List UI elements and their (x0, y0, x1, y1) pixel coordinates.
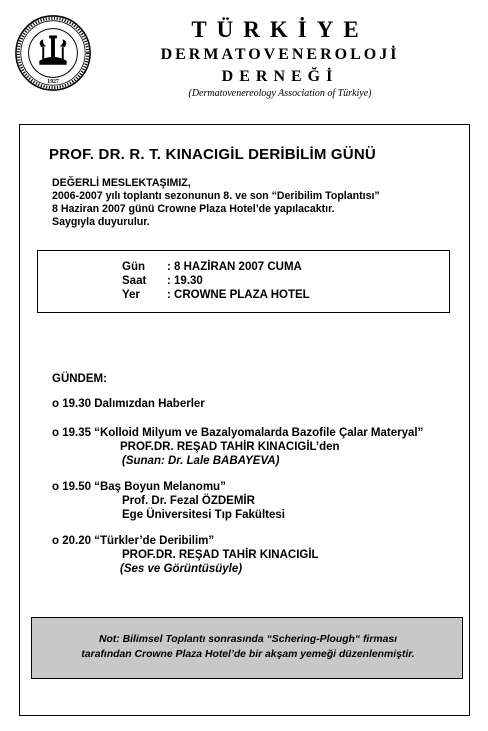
event-details-box (37, 250, 450, 313)
intro-line: 8 Haziran 2007 günü Crowne Plaza Hotel’de yapılacaktır. (52, 203, 335, 215)
note-line: Not: Bilimsel Toplantı sonrasında “Schering-Plough“ firması (98, 634, 398, 645)
letterhead-society: DERNEĞİ (221, 68, 339, 85)
letterhead (0, 0, 488, 110)
agenda-item-1930: o 19.30 Dalımızdan Haberler (52, 398, 205, 410)
time-value: : 19.30 (167, 275, 203, 287)
venue-value: : CROWNE PLAZA HOTEL (167, 289, 310, 301)
association-seal-logo (14, 14, 92, 92)
page-title: PROF. DR. R. T. KINACIGİL DERİBİLİM GÜNÜ (49, 146, 376, 163)
intro-line: 2006-2007 yılı toplantı sezonunun 8. ve son “Deribilim Toplantısı” (52, 190, 380, 202)
agenda-item-2020-note: (Ses ve Görüntüsüyle) (120, 563, 243, 575)
intro-paragraph (52, 177, 380, 229)
salutation: DEĞERLİ MESLEKTAŞIMIZ, (52, 177, 191, 189)
time-row (122, 274, 310, 288)
agenda-item-1935-speaker: PROF.DR. REŞAD TAHİR KINACIGİL’den (120, 441, 340, 453)
svg-text:1927: 1927 (47, 79, 59, 86)
venue-label: Yer (122, 289, 140, 301)
time-label: Saat (122, 275, 147, 287)
date-label: Gün (122, 261, 145, 273)
agenda-item-1950-title: o 19.50 “Baş Boyun Melanomu” (52, 481, 226, 493)
note-line: tarafından Crowne Plaza Hotel’de bir akşam yemeği düzenlenmiştir. (81, 649, 415, 660)
letterhead-country: TÜRKİYE (191, 17, 369, 42)
agenda-item-1935-note: (Sunan: Dr. Lale BABAYEVA) (122, 455, 280, 467)
letterhead-text (110, 16, 450, 100)
agenda-item-1935-title: o 19.35 “Kolloid Milyum ve Bazalyomalarda Bazofile Çalar Materyal” (52, 427, 424, 439)
agenda-item-2020-title: o 20.20 “Türkler’de Deribilim” (52, 535, 215, 547)
agenda-heading: GÜNDEM: (52, 373, 107, 385)
date-value: : 8 HAZİRAN 2007 CUMA (167, 261, 302, 273)
agenda-item-1950-speaker: Prof. Dr. Fezal ÖZDEMİR (122, 495, 255, 507)
dinner-note-box (31, 617, 463, 679)
date-row (122, 260, 310, 274)
venue-row (122, 288, 310, 302)
agenda-item-1950-affiliation: Ege Üniversitesi Tıp Fakültesi (122, 509, 285, 521)
letterhead-english: (Dermatovenereology Association of Türkiye) (188, 88, 372, 99)
agenda-item-2020-speaker: PROF.DR. REŞAD TAHİR KINACIGİL (122, 549, 319, 561)
letterhead-name: DERMATOVENEROLOJİ (160, 46, 400, 63)
intro-line: Saygıyla duyurulur. (52, 216, 150, 228)
